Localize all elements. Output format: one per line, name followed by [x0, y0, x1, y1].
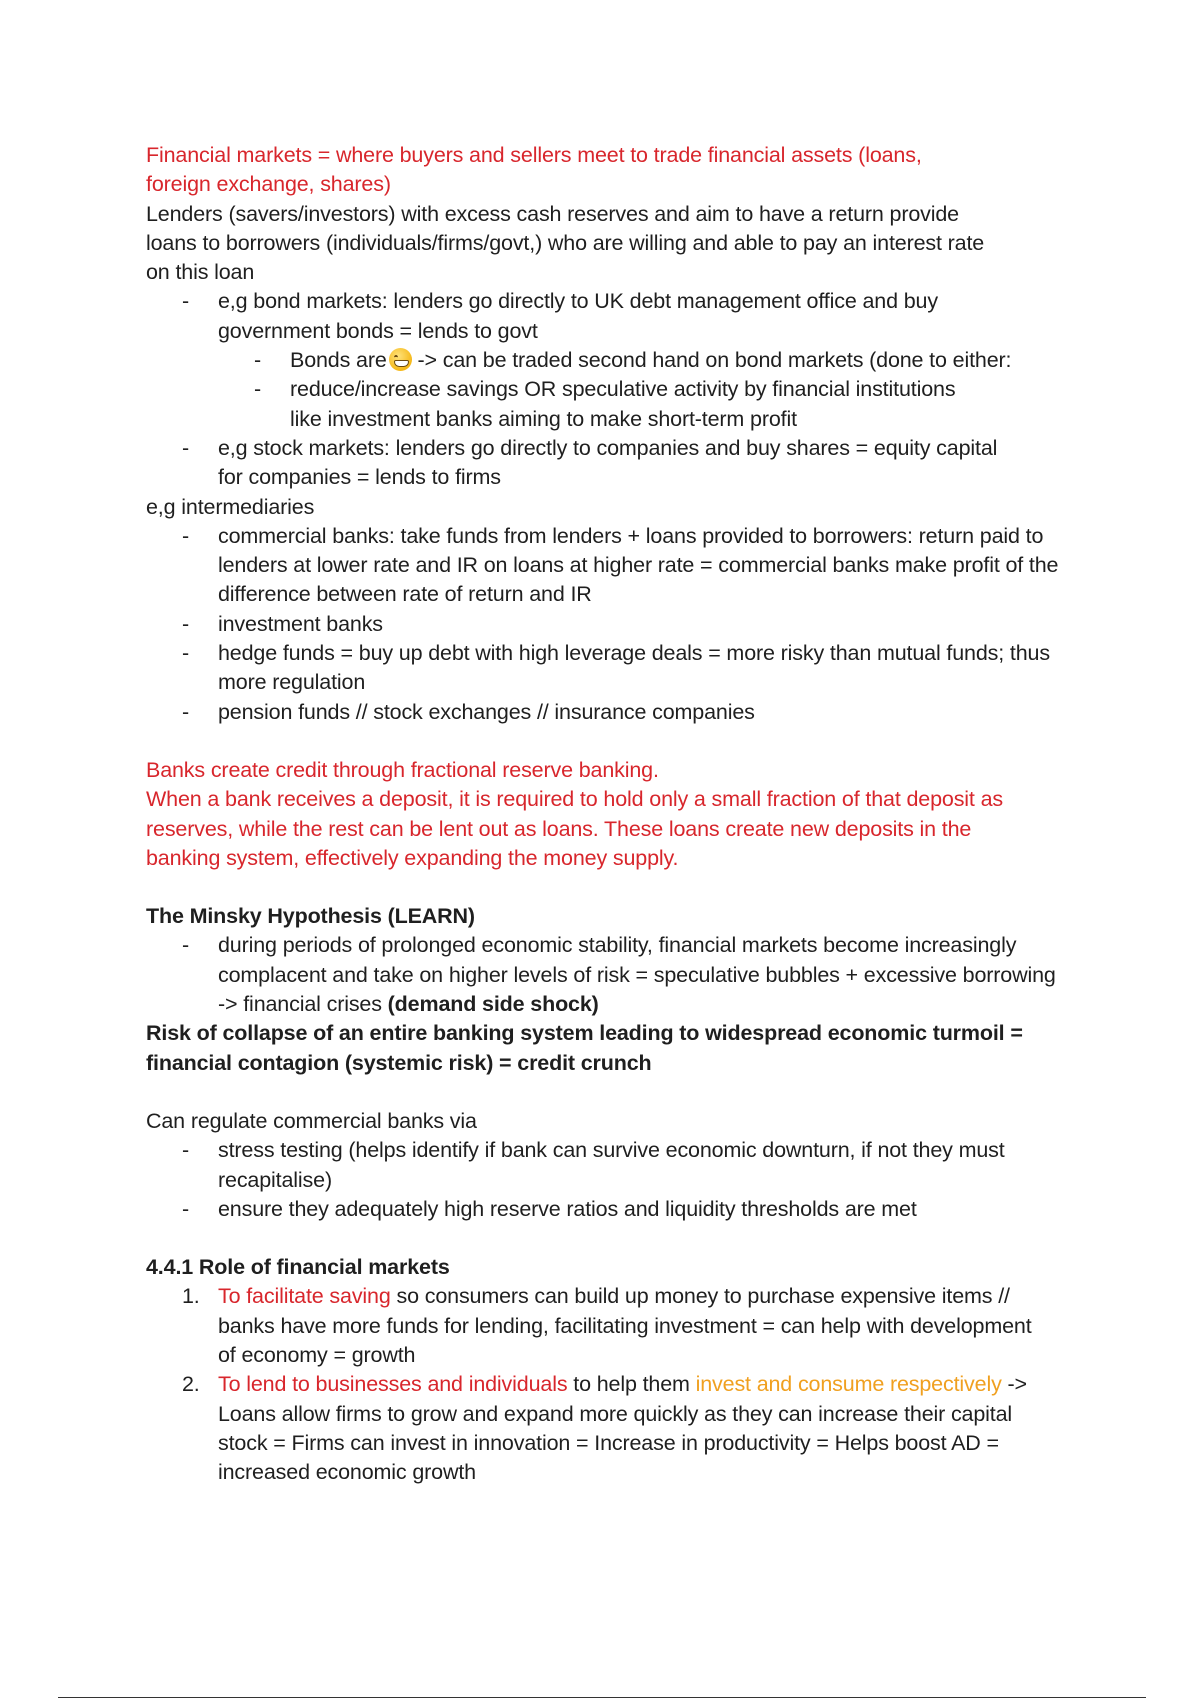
minsky-item: [146, 931, 1066, 1019]
role-item-saving-text: so consumers can build up money to purchase expensive items // banks have more funds for lending, facilitating investment = can help with development of economy = growth: [218, 1284, 1032, 1367]
list-item: - pension funds // stock exchanges // insurance companies: [146, 698, 1066, 727]
stock-markets-item: - e,g stock markets: lenders go directly to companies and buy shares = equity capital for companies = lends to firms: [146, 434, 1066, 493]
list-item: - stress testing (helps identify if bank can survive economic downturn, if not they must recapitalise): [146, 1136, 1066, 1195]
spacer: [146, 727, 1066, 756]
spacer: [146, 1078, 1066, 1107]
market-examples-list: [146, 287, 1066, 492]
section-heading: 4.4.1 Role of financial markets: [146, 1255, 450, 1280]
role-item-lending-orange: invest and consume respectively: [695, 1372, 1002, 1397]
footer-divider: [58, 1697, 1146, 1698]
regulation-intro: Can regulate commercial banks via: [146, 1108, 477, 1133]
role-list: [146, 1282, 1066, 1487]
regulation-list: [146, 1136, 1066, 1224]
document-body: [146, 141, 1066, 1487]
role-item-lending-highlight: To lend to businesses and individuals: [218, 1372, 568, 1397]
role-item-lending-mid: to help them: [567, 1372, 696, 1397]
intermediaries-heading: e,g intermediaries: [146, 494, 315, 519]
minsky-item-bold: (demand side shock): [387, 992, 599, 1017]
spacer: [146, 1224, 1066, 1253]
role-item-saving: [146, 1282, 1066, 1370]
list-marker: 2.: [182, 1372, 200, 1397]
list-item: - investment banks: [146, 610, 1066, 639]
role-item-lending-text: -> Loans allow firms to grow and expand more quickly as they can increase their capital stock = Firms can invest in innovation = Increase in productivity = Helps boost AD = increased economic growth: [218, 1372, 1027, 1485]
credit-creation-heading: Banks create credit through fractional reserve banking.: [146, 757, 659, 782]
bond-sub-item-suffix: -> can be traded second hand on bond markets (done to either:: [411, 348, 1012, 373]
financial-markets-definition: Financial markets = where buyers and sellers meet to trade financial assets (loans, foreign exchange, shares): [146, 143, 922, 197]
list-item: - commercial banks: take funds from lenders + loans provided to borrowers: return paid to lenders at lower rate and IR on loans at higher rate = commercial banks make profit of the difference between rate of return and IR: [146, 522, 1066, 610]
minsky-heading: The Minsky Hypothesis (LEARN): [146, 904, 475, 929]
role-item-lending: [146, 1370, 1066, 1487]
minsky-list: [146, 931, 1066, 1019]
intermediaries-list: [146, 522, 1066, 727]
credit-creation-paragraph: When a bank receives a deposit, it is required to hold only a small fraction of that deposit as reserves, while the rest can be lent out as loans. These loans create new deposits in the banking system, effectively expanding the money supply.: [146, 787, 1003, 870]
bond-sub-item-traded: [146, 346, 1066, 375]
grinning-face-icon: [389, 348, 412, 371]
bond-sub-item-speculative: - reduce/increase savings OR speculative activity by financial institutions like investment banks aiming to make short-term profit: [146, 375, 1066, 434]
bond-sub-item-prefix: Bonds are: [290, 348, 387, 373]
list-item: - ensure they adequately high reserve ratios and liquidity thresholds are met: [146, 1195, 1066, 1224]
bond-markets-item: [146, 287, 1066, 433]
role-item-saving-highlight: To facilitate saving: [218, 1284, 391, 1309]
spacer: [146, 873, 1066, 902]
lenders-paragraph: Lenders (savers/investors) with excess cash reserves and aim to have a return provide loans to borrowers (individuals/firms/govt,) who are willing and able to pay an interest rate on this loan: [146, 201, 985, 285]
minsky-item-text: during periods of prolonged economic stability, financial markets become increasingly complacent and take on higher levels of risk = speculative bubbles + excessive borrowing -> financial crises: [218, 933, 1056, 1017]
list-marker: 1.: [182, 1284, 200, 1309]
bond-sub-list: [146, 346, 1066, 434]
list-item: - hedge funds = buy up debt with high leverage deals = more risky than mutual funds; thus more regulation: [146, 639, 1066, 698]
financial-contagion-statement: Risk of collapse of an entire banking system leading to widespread economic turmoil = financial contagion (systemic risk) = credit crunch: [146, 1021, 1023, 1075]
bond-markets-text: e,g bond markets: lenders go directly to UK debt management office and buy government bonds = lends to govt: [218, 289, 938, 343]
